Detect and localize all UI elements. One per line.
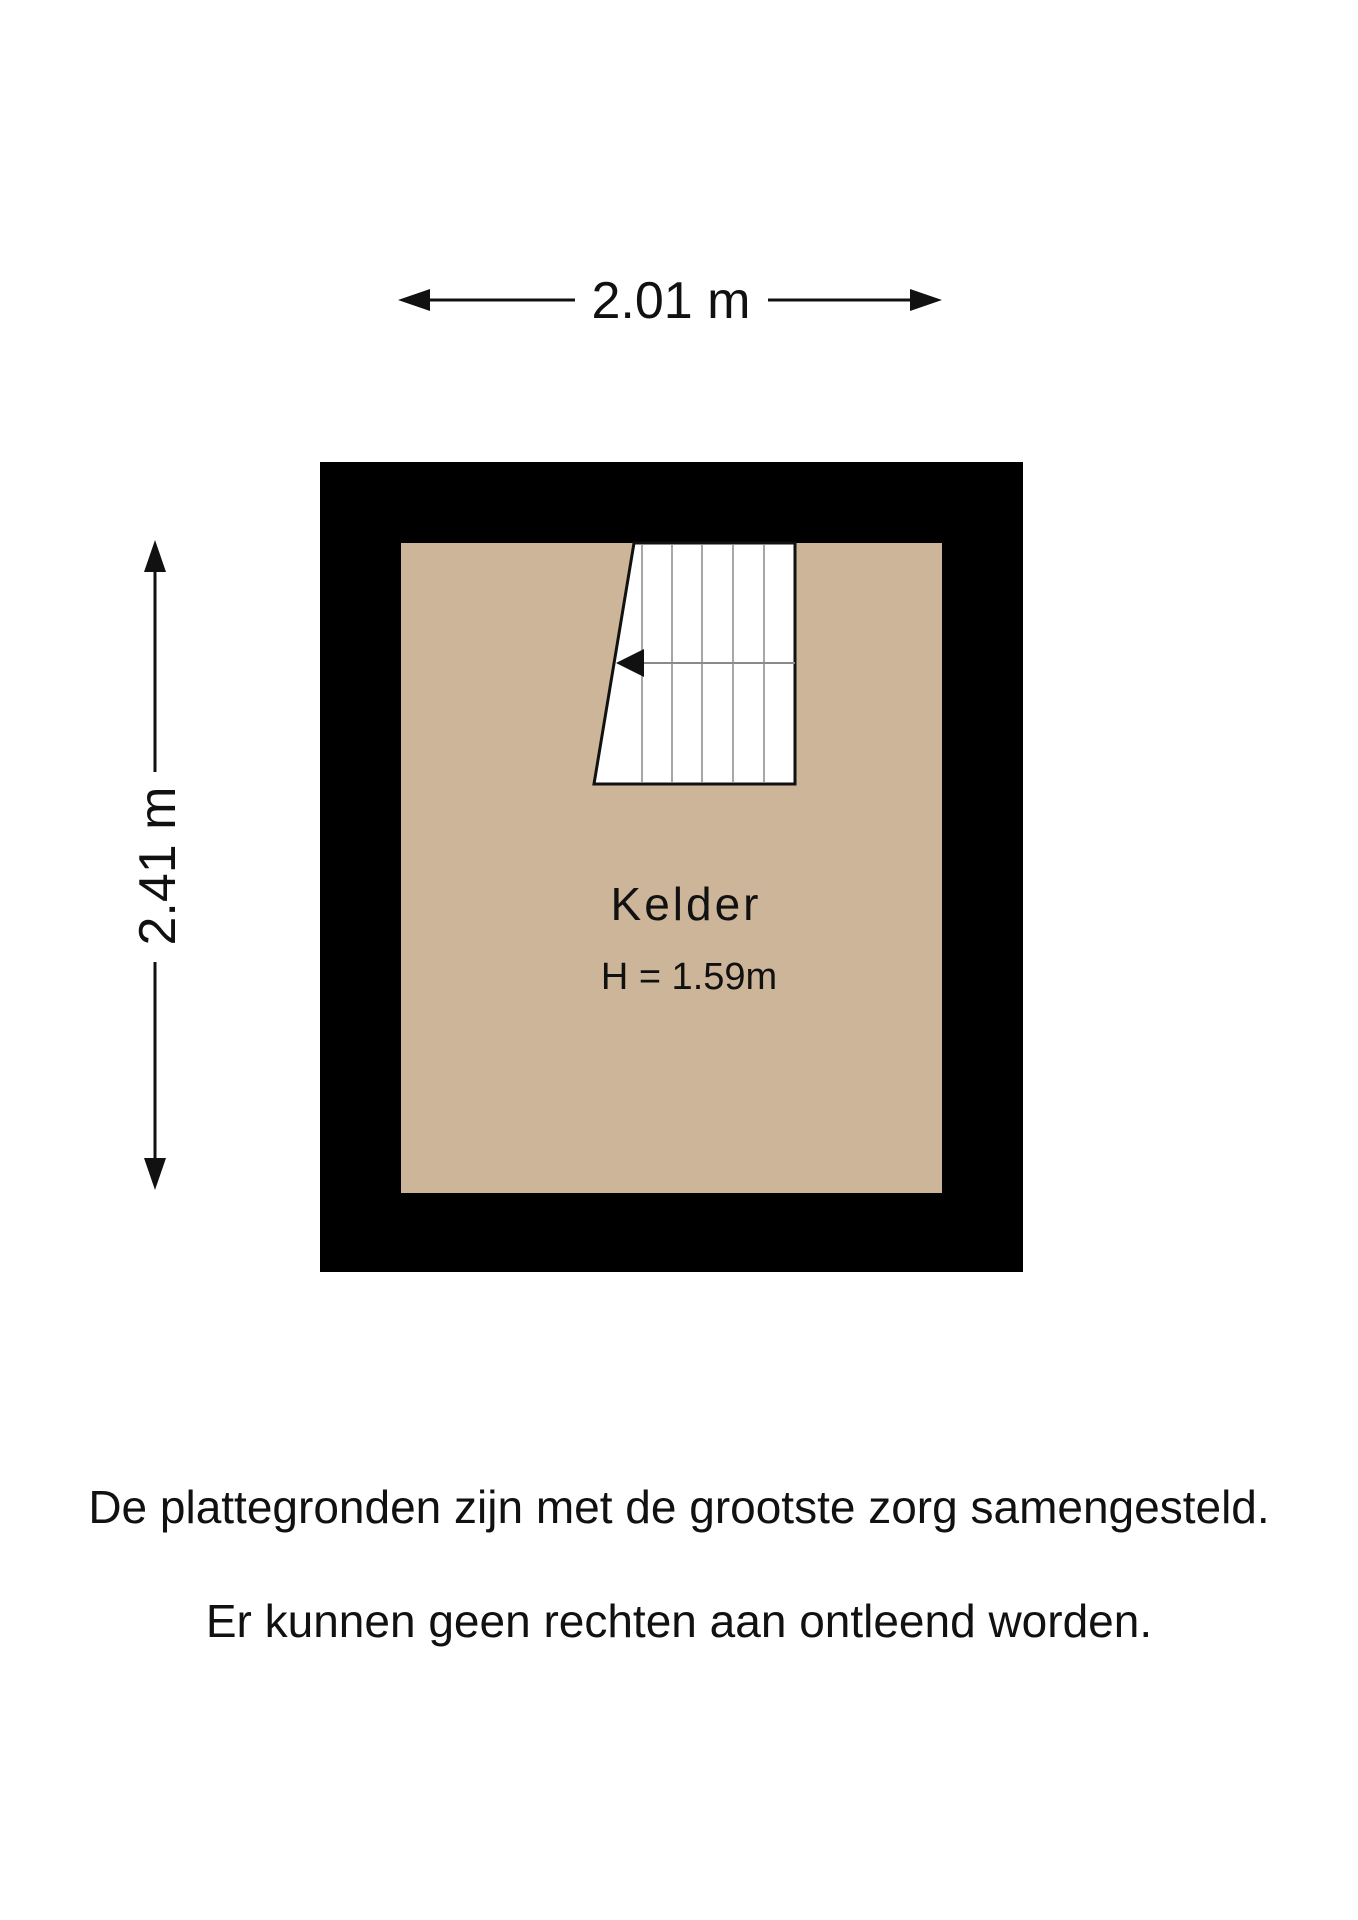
arrow-left-icon bbox=[398, 289, 430, 311]
room-name: Kelder bbox=[610, 878, 762, 930]
disclaimer-line-2: Er kunnen geen rechten aan ontleend worden. bbox=[205, 1595, 1153, 1647]
height-dimension-label: 2.41 m bbox=[129, 786, 187, 946]
width-dimension-label: 2.01 m bbox=[591, 272, 751, 330]
disclaimer-line-1: De plattegronden zijn met de grootste zorg samengesteld. bbox=[88, 1481, 1270, 1533]
arrow-up-icon bbox=[144, 540, 166, 572]
arrow-down-icon bbox=[144, 1158, 166, 1190]
arrow-right-icon bbox=[910, 289, 942, 311]
width-dimension bbox=[398, 272, 942, 330]
room-height: H = 1.59m bbox=[600, 956, 778, 998]
height-dimension bbox=[129, 540, 187, 1190]
